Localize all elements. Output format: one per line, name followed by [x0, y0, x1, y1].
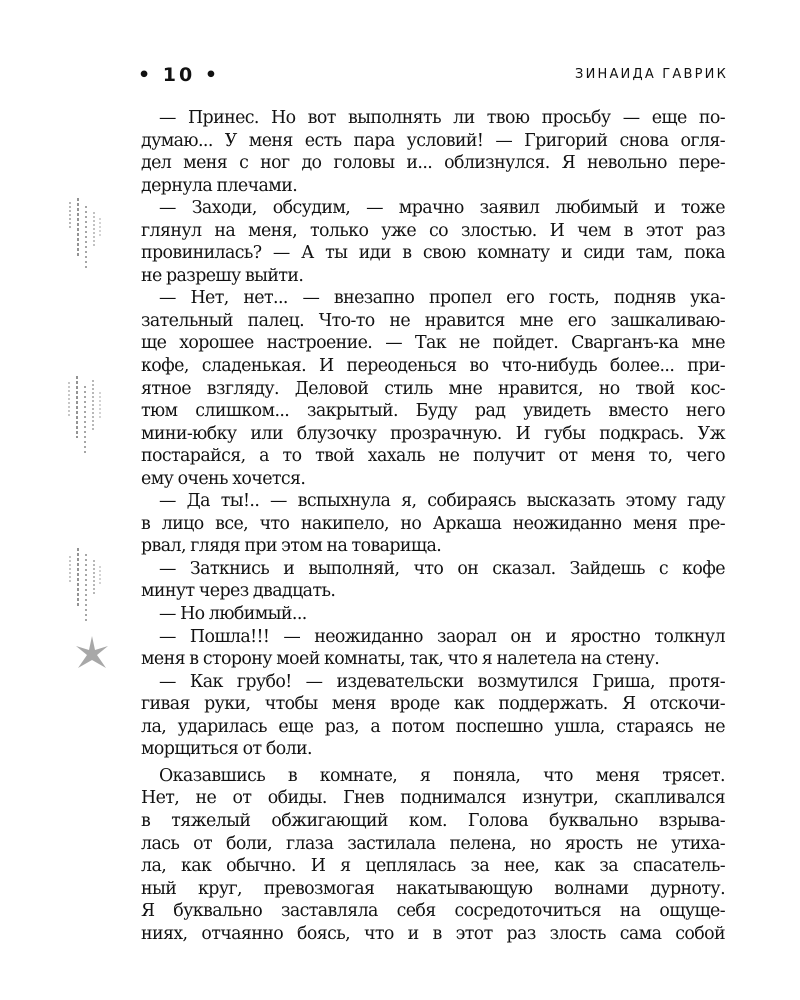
paragraph — [141, 558, 725, 603]
text-line: Я буквально заставляла себя сосредоточиться на ощуще- — [141, 901, 725, 922]
text-line: — Но любимый... — [159, 604, 307, 625]
text-line: Оказавшись в комнате, я поняла, что меня трясет. — [159, 765, 725, 786]
paragraph — [141, 626, 725, 671]
text-line: ла, как обычно. И я цеплялась за нее, как за спасатель- — [141, 856, 725, 877]
text-line: не разрешу выйти. — [141, 265, 304, 286]
paragraph — [141, 765, 725, 945]
paragraph — [141, 287, 725, 490]
text-line: гивая руки, чтобы меня вроде как поддержать. Я отскочи- — [141, 694, 725, 715]
paragraph — [141, 490, 725, 558]
text-line: ниях, отчаянно боясь, что и в этот раз злость сама собой — [141, 923, 725, 944]
text-line: думаю... У меня есть пара условий! — Григорий снова огля- — [141, 130, 725, 151]
running-head-author: ЗИНАИДА ГАВРИК — [575, 67, 728, 82]
sparkle-lines-icon — [62, 548, 108, 624]
text-line: — Заходи, обсудим, — мрачно заявил любимый и тоже — [159, 198, 725, 219]
text-line: — Заткнись и выполняй, что он сказал. Зайдешь с кофе — [159, 558, 725, 579]
text-line: лась от боли, глаза застилала пелена, но ярость не утиха- — [141, 833, 725, 854]
text-line: — Да ты!.. — вспыхнула я, собираясь высказать этому гаду — [159, 491, 725, 512]
text-line: дернула плечами. — [141, 175, 298, 196]
paragraph — [141, 197, 725, 287]
text-line: ему очень хочется. — [141, 468, 306, 489]
paragraph — [141, 603, 725, 626]
star-icon — [72, 634, 118, 674]
text-line: Нет, не от обиды. Гнев поднимался изнутри, скапливался — [141, 788, 725, 809]
text-line: кофе, сладенькая. И переоденься во что-нибудь более... при- — [141, 356, 725, 377]
text-line: рвал, глядя при этом на товарища. — [141, 536, 442, 557]
text-line: морщиться от боли. — [141, 739, 312, 760]
text-line: — Как грубо! — издевательски возмутился Гриша, протя- — [159, 671, 725, 692]
text-line: зательный палец. Что-то не нравится мне его зашкаливаю- — [141, 310, 725, 331]
page-header — [138, 62, 728, 88]
page-number: • 10 • — [138, 64, 220, 86]
text-line: ный круг, превозмогая накатывающую волнами дурноту. — [141, 878, 725, 899]
text-line: дел меня с ног до головы и... облизнулся. Я невольно пере- — [141, 153, 725, 174]
sparkle-lines-icon — [62, 198, 108, 278]
text-line: — Пошла!!! — неожиданно заорал он и яростно толкнул — [159, 626, 725, 647]
text-line: постарайся, а то твой хахаль не получит от меня то, чего — [141, 446, 725, 467]
text-line: — Нет, нет... — внезапно пропел его гость, подняв ука- — [159, 288, 725, 309]
text-line: мини-юбку или блузочку прозрачную. И губы подкрась. Уж — [141, 423, 725, 444]
text-line: ятное взгляду. Деловой стиль мне нравится, но твой кос- — [141, 378, 725, 399]
text-line: меня в сторону моей комнаты, так, что я налетела на стену. — [141, 649, 660, 670]
sparkle-lines-icon — [62, 376, 108, 460]
text-line: провинилась? — А ты иди в свою комнату и сиди там, пока — [141, 243, 725, 264]
body-text — [141, 107, 725, 945]
text-line: тюм слишком... закрытый. Буду рад увидеть вместо него — [141, 401, 725, 422]
text-line: глянул на меня, только уже со злостью. И чем в этот раз — [141, 220, 725, 241]
paragraph — [141, 671, 725, 761]
paragraph — [141, 107, 725, 197]
text-line: в лицо все, что накипело, но Аркаша неожиданно меня пре- — [141, 513, 725, 534]
text-line: ла, ударилась еще раз, а потом поспешно ушла, стараясь не — [141, 716, 725, 737]
text-line: ще хорошее настроение. — Так не пойдет. Сварганъ-ка мне — [141, 333, 725, 354]
text-line: — Принес. Но вот выполнять ли твою просьбу — еще по- — [159, 108, 725, 128]
text-line: в тяжелый обжигающий ком. Голова буквально взрыва- — [141, 810, 725, 831]
text-line: минут через двадцать. — [141, 581, 336, 602]
